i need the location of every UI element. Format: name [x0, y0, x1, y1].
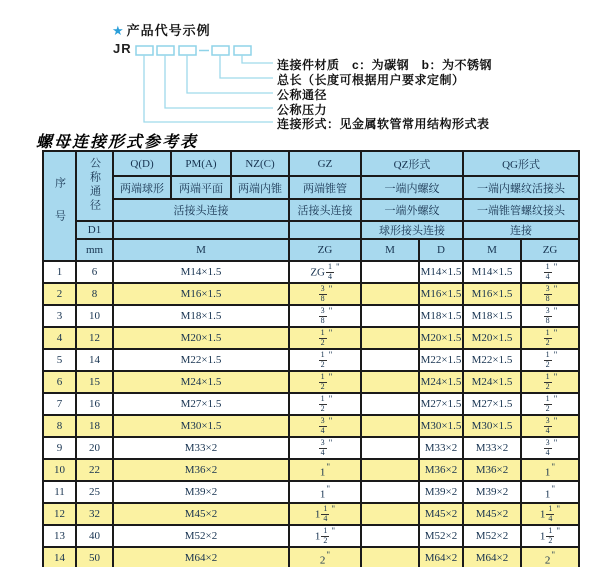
header-row-2 — [43, 176, 579, 199]
table-cell: $\frac{1}{2}$ " — [289, 371, 361, 393]
table-cell: M14×1.5 — [113, 261, 289, 283]
table-cell: M45×2 — [419, 503, 463, 525]
table-row — [43, 393, 579, 415]
table-cell: M33×2 — [463, 437, 521, 459]
product-code-diagram — [0, 0, 600, 132]
table-row — [43, 261, 579, 283]
table-cell: 18 — [76, 415, 113, 437]
table-cell: M24×1.5 — [463, 371, 521, 393]
table-cell: M52×2 — [419, 525, 463, 547]
code-label-pressure: 公称压力 — [277, 103, 328, 117]
header-conn-qz: 一端外螺纹 — [361, 199, 463, 221]
table-cell — [361, 481, 419, 503]
table-cell: $\frac{3}{4}$ " — [521, 437, 579, 459]
table-cell: M30×1.5 — [113, 415, 289, 437]
header-d1: D1 — [76, 221, 113, 239]
table-cell: 1 $\frac{1}{4}$ " — [521, 503, 579, 525]
table-cell: M45×2 — [113, 503, 289, 525]
table-cell: M24×1.5 — [113, 371, 289, 393]
header-row-4 — [43, 221, 579, 239]
table-cell: 40 — [76, 525, 113, 547]
table-cell: $\frac{1}{2}$ " — [289, 393, 361, 415]
code-leader-lines — [144, 55, 273, 122]
table-cell: M52×2 — [463, 525, 521, 547]
header-row-3 — [43, 199, 579, 221]
table-cell — [361, 437, 419, 459]
table-cell: M20×1.5 — [419, 327, 463, 349]
table-cell: 2 — [43, 283, 76, 305]
table-cell: $\frac{1}{2}$ " — [521, 327, 579, 349]
reference-table — [42, 150, 580, 567]
table-cell: M16×1.5 — [463, 283, 521, 305]
table-cell: M45×2 — [463, 503, 521, 525]
table-cell: $\frac{3}{8}$ " — [289, 305, 361, 327]
table-cell — [361, 459, 419, 481]
table-cell — [361, 283, 419, 305]
table-cell: 14 — [76, 349, 113, 371]
table-row — [43, 525, 579, 547]
star-icon: ★ — [112, 23, 125, 38]
table-cell: 50 — [76, 547, 113, 567]
table-cell: M33×2 — [419, 437, 463, 459]
table-cell: M36×2 — [113, 459, 289, 481]
table-cell: 11 — [43, 481, 76, 503]
table-row — [43, 547, 579, 567]
table-cell: $\frac{3}{4}$ " — [289, 437, 361, 459]
table-cell: M27×1.5 — [113, 393, 289, 415]
table-cell: 1" — [289, 481, 361, 503]
code-label-material: 连接件材质 c：为碳钢 b：为不锈钢 — [277, 58, 493, 72]
table-cell: $\frac{3}{4}$ " — [521, 415, 579, 437]
table-cell — [361, 503, 419, 525]
table-cell: 12 — [43, 503, 76, 525]
table-cell: M14×1.5 — [419, 261, 463, 283]
table-cell: M16×1.5 — [419, 283, 463, 305]
diagram-title — [112, 20, 211, 39]
header-dn: 公称通径 — [76, 151, 113, 221]
header-conn-union: 活接头连接 — [113, 199, 289, 221]
table-cell: M36×2 — [463, 459, 521, 481]
table-row — [43, 305, 579, 327]
table-row — [43, 415, 579, 437]
table-cell: $\frac{1}{2}$ " — [521, 349, 579, 371]
header-empty-2 — [289, 221, 361, 239]
table-cell: M30×1.5 — [419, 415, 463, 437]
table-cell: $\frac{3}{8}$ " — [521, 283, 579, 305]
table-cell: M39×2 — [463, 481, 521, 503]
header-group-pma: PM(A) — [171, 151, 231, 176]
table-cell: 1" — [289, 459, 361, 481]
table-row — [43, 327, 579, 349]
header-desc-qd: 两端球形 — [113, 176, 171, 199]
header-row-5 — [43, 239, 579, 261]
table-cell: M27×1.5 — [463, 393, 521, 415]
table-cell: $\frac{1}{2}$ " — [521, 371, 579, 393]
header-group-qd: Q(D) — [113, 151, 171, 176]
table-row — [43, 371, 579, 393]
header-connect: 连接 — [463, 221, 579, 239]
table-cell: M20×1.5 — [463, 327, 521, 349]
table-cell — [361, 525, 419, 547]
table-cell: $\frac{3}{8}$ " — [521, 305, 579, 327]
table-cell: M18×1.5 — [463, 305, 521, 327]
table-cell: M30×1.5 — [463, 415, 521, 437]
code-label-connection: 连接形式：见金属软管常用结构形式表 — [277, 117, 490, 131]
table-row — [43, 459, 579, 481]
table-cell: 7 — [43, 393, 76, 415]
table-cell: $\frac{3}{4}$ " — [289, 415, 361, 437]
table-cell: M18×1.5 — [113, 305, 289, 327]
table-cell: M52×2 — [113, 525, 289, 547]
header-group-gz: GZ — [289, 151, 361, 176]
table-cell: M39×2 — [419, 481, 463, 503]
table-cell: 14 — [43, 547, 76, 567]
table-cell: 12 — [76, 327, 113, 349]
code-label-diameter: 公称通径 — [277, 88, 328, 102]
table-cell: M18×1.5 — [419, 305, 463, 327]
table-cell: 2" — [521, 547, 579, 567]
table-cell: 1" — [521, 481, 579, 503]
table-cell: M64×2 — [113, 547, 289, 567]
header-desc-gz: 两端锥管 — [289, 176, 361, 199]
header-desc-nzc: 两端内锥 — [231, 176, 289, 199]
table-cell: 16 — [76, 393, 113, 415]
header-row-1 — [43, 151, 579, 176]
table-cell — [361, 305, 419, 327]
header-conn-qg: 一端锥管螺纹接头 — [463, 199, 579, 221]
table-cell: 20 — [76, 437, 113, 459]
table-cell: 2" — [289, 547, 361, 567]
table-cell: 8 — [76, 283, 113, 305]
table-cell: 32 — [76, 503, 113, 525]
header-unit-d: D — [419, 239, 463, 261]
table-title: 螺母连接形式参考表 — [36, 134, 199, 151]
table-cell: 9 — [43, 437, 76, 459]
header-unit-zg2: ZG — [521, 239, 579, 261]
table-cell — [361, 327, 419, 349]
table-cell: 5 — [43, 349, 76, 371]
table-cell: M22×1.5 — [113, 349, 289, 371]
code-boxes — [136, 46, 251, 55]
table-cell: $\frac{1}{4}$ " — [521, 261, 579, 283]
header-seq: 序号 — [43, 151, 76, 261]
table-cell: 3 — [43, 305, 76, 327]
table-cell: $\frac{1}{2}$ " — [521, 393, 579, 415]
table-cell — [361, 349, 419, 371]
header-group-nzc: NZ(C) — [231, 151, 289, 176]
header-desc-qz: 一端内螺纹 — [361, 176, 463, 199]
table-row — [43, 481, 579, 503]
table-cell: M24×1.5 — [419, 371, 463, 393]
header-conn-gz: 活接头连接 — [289, 199, 361, 221]
header-group-qz: QZ形式 — [361, 151, 463, 176]
header-unit-m3: M — [463, 239, 521, 261]
header-unit-m2: M — [361, 239, 419, 261]
table-cell: M16×1.5 — [113, 283, 289, 305]
header-unit-zg1: ZG — [289, 239, 361, 261]
table-cell: ZG $\frac{1}{4}$ " — [289, 261, 361, 283]
table-cell: M22×1.5 — [419, 349, 463, 371]
table-cell: 10 — [76, 305, 113, 327]
table-row — [43, 283, 579, 305]
table-cell: M64×2 — [463, 547, 521, 567]
header-desc-pma: 两端平面 — [171, 176, 231, 199]
table-cell: M36×2 — [419, 459, 463, 481]
table-cell — [361, 261, 419, 283]
table-cell: M33×2 — [113, 437, 289, 459]
table-cell: M27×1.5 — [419, 393, 463, 415]
header-mm: mm — [76, 239, 113, 261]
table-cell: 22 — [76, 459, 113, 481]
table-cell: 1" — [521, 459, 579, 481]
table-cell — [361, 371, 419, 393]
product-code-prefix: JR — [113, 41, 132, 56]
table-cell: 1 $\frac{1}{2}$ " — [521, 525, 579, 547]
header-ball-joint: 球形接头连接 — [361, 221, 463, 239]
table-cell — [361, 547, 419, 567]
table-body — [43, 261, 579, 567]
table-cell: 4 — [43, 327, 76, 349]
code-label-length: 总长（长度可根据用户要求定制） — [277, 73, 465, 87]
table-cell: 1 — [43, 261, 76, 283]
header-empty-1 — [113, 221, 289, 239]
table-cell: 15 — [76, 371, 113, 393]
diagram-title-text: 产品代号示例 — [126, 23, 211, 38]
table-cell: 10 — [43, 459, 76, 481]
table-cell: M39×2 — [113, 481, 289, 503]
table-cell: $\frac{1}{2}$ " — [289, 349, 361, 371]
header-group-qg: QG形式 — [463, 151, 579, 176]
table-cell: 25 — [76, 481, 113, 503]
table-cell: 6 — [43, 371, 76, 393]
table-cell: $\frac{1}{2}$ " — [289, 327, 361, 349]
table-cell: 6 — [76, 261, 113, 283]
table-row — [43, 349, 579, 371]
table-cell — [361, 393, 419, 415]
table-cell: M22×1.5 — [463, 349, 521, 371]
table-cell: 1 $\frac{1}{2}$ " — [289, 525, 361, 547]
table-cell: 1 $\frac{1}{4}$ " — [289, 503, 361, 525]
table-cell: 13 — [43, 525, 76, 547]
table-cell: M14×1.5 — [463, 261, 521, 283]
table-row — [43, 503, 579, 525]
table-cell: 8 — [43, 415, 76, 437]
header-desc-qg: 一端内螺纹活接头 — [463, 176, 579, 199]
table-cell — [361, 415, 419, 437]
table-cell: M20×1.5 — [113, 327, 289, 349]
header-unit-m1: M — [113, 239, 289, 261]
table-cell: $\frac{3}{8}$ " — [289, 283, 361, 305]
table-cell: M64×2 — [419, 547, 463, 567]
table-row — [43, 437, 579, 459]
